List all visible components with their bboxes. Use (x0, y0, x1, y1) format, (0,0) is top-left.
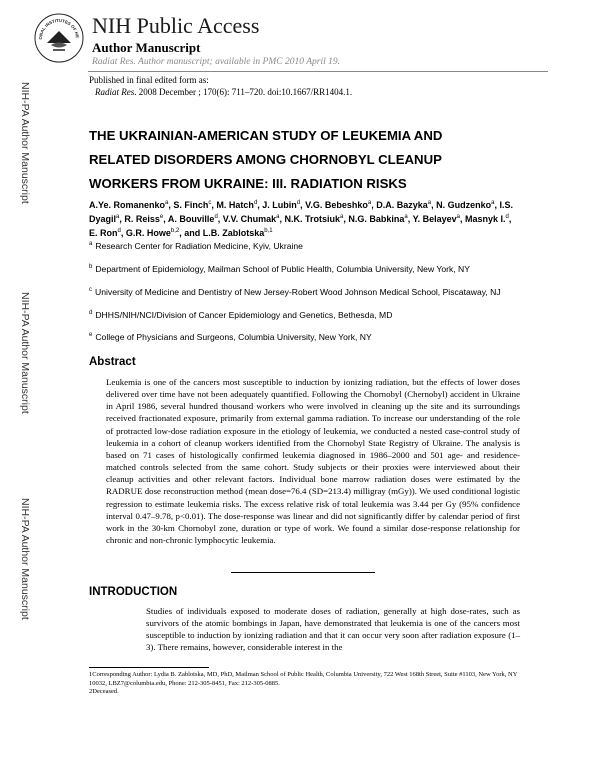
author-affiliation-mark: a (116, 214, 120, 220)
author-affiliation-mark: d (505, 214, 509, 220)
author-name: M. Hatch (216, 200, 254, 210)
author-name: R. Reiss (124, 214, 160, 224)
affiliation-text: Department of Epidemiology, Mailman School of Public Health, Columbia University, New York, NY (95, 263, 470, 274)
author-separator: , (300, 200, 306, 210)
author-affiliation-mark: d (253, 200, 258, 206)
author-name: S. Finch (173, 200, 209, 210)
author-affiliation-mark: d (117, 228, 121, 234)
author-separator: , (407, 214, 413, 224)
author-separator: , (371, 200, 377, 210)
author-affiliation-mark: a (491, 200, 495, 206)
citation-line (95, 87, 352, 97)
author-separator: , (120, 228, 126, 238)
title-line: WORKERS FROM UKRAINE: III. RADIATION RISKS (89, 176, 407, 191)
author-affiliation-mark: e (159, 214, 164, 220)
author-separator: , (119, 214, 125, 224)
affiliation-item (89, 261, 517, 275)
nih-logo (33, 12, 85, 64)
author-name: I.S. Dyagil (89, 200, 513, 224)
author-separator: , (460, 214, 466, 224)
footnote-divider (89, 667, 209, 668)
author-affiliation-mark: a (404, 214, 408, 220)
author-separator: , (494, 200, 500, 210)
author-separator: , (279, 214, 285, 224)
affiliation-list (89, 238, 517, 352)
author-name: L.B. Zablotska (202, 228, 265, 238)
author-name: V.V. Chumak (222, 214, 277, 224)
availability-note (92, 57, 340, 67)
affiliation-item (89, 329, 517, 343)
availability-journal: Radiat Res. (92, 57, 136, 67)
abstract-heading: Abstract (89, 356, 136, 368)
citation-journal: Radiat Res (95, 87, 135, 97)
author-affiliation-mark: a (276, 214, 280, 220)
author-affiliation-mark: c (208, 200, 212, 206)
side-label: NIH-PA Author Manuscript (19, 292, 31, 414)
footnote-deceased: 2Deceased. (89, 688, 119, 695)
abstract-text: Leukemia is one of the cancers most susceptible to induction by ionizing radiation, but the effects of lower doses delivered over time have not been adequately quantified. Following the Chornobyl (Chernobyl) accident in Ukraine in April 1986, several hundred thousand workers who were involved in cleaning up the site and its surroundings received fractionated exposure, primarily from external gamma radiation. To increase our understanding of the role of protracted low-dose radiation exposure in the etiology of leukemia, we conducted a nested case-control study of leukemia in a cohort of cleanup workers identified from the Chornobyl State Registry of Ukraine. The analysis is based on 71 cases of histologically confirmed leukemia diagnosed in 1986–2000 and 501 age- and residence-matched controls selected from the same cohort. Study subjects or their proxies were interviewed about their cleanup activities and other relevant factors. Individual bone marrow radiation doses were estimated by the RADRUE dose reconstruction method (mean dose=76.4 (SD=213.4) milligray (mGy)). We used conditional logistic regression to estimate leukemia risks. The excess relative risk of total leukemia was 3.44 per Gy (95% confidence interval 0.47–9.78, p<0.01). The dose-response was linear and did not significantly differ by calendar period of first work in the 30-km Chornobyl zone, duration or type of work. We found a similar dose-response relationship for chronic and non-chronic lymphocytic leukemia. (106, 377, 520, 546)
author-name: N.G. Babkina (348, 214, 405, 224)
author-affiliation-mark: d (214, 214, 218, 220)
author-name: A. Bouville (167, 214, 215, 224)
author-name: N. Gudzenko (436, 200, 492, 210)
affiliation-text: DHHS/NIH/NCI/Division of Cancer Epidemiology and Genetics, Bethesda, MD (95, 309, 393, 320)
author-separator: , (217, 214, 223, 224)
affiliation-item (89, 307, 517, 321)
author-affiliation-mark: a (367, 200, 372, 206)
author-affiliation-mark: b,2 (170, 228, 180, 234)
author-name: A.Ye. Romanenko (89, 200, 166, 210)
author-name: J. Lubin (262, 200, 297, 210)
introduction-heading: INTRODUCTION (89, 586, 178, 598)
logo-text: ONAL INSTITUTES OF HE (37, 17, 81, 40)
affiliation-key: a (89, 241, 93, 247)
author-name: E. Ron (89, 228, 118, 238)
author-separator: , (431, 200, 437, 210)
affiliation-item (89, 238, 517, 252)
footnotes (89, 671, 529, 697)
side-label: NIH-PA Author Manuscript (19, 82, 31, 204)
affiliation-text: University of Medicine and Dentistry of New Jersey-Robert Wood Johnson Medical School, Piscataway, NJ (95, 286, 501, 297)
introduction-text: Studies of individuals exposed to moderate doses of radiation, generally at high dose-rates, such as survivors of the atomic bombings in Japan, have demonstrated that leukemia is one of the cancers most susceptible to induction by ionizing radiation and that it can occur very soon after radiation exposure (1–3). There remains, however, considerable interest in the (146, 606, 520, 653)
author-list (89, 198, 521, 240)
author-affiliation-mark: a (340, 214, 344, 220)
footnote-corresponding: 1Corresponding Author: Lydia B. Zablotska, MD, PhD, Mailman School of Public Health, Columbia University, 722 West 168th Street, Suite #1103, New York, NY 10032, LBZ7@columbia.edu, Phone: 212-305-8451, Fax: 212-305-0885. (89, 671, 518, 687)
author-name: V.G. Bebeshko (305, 200, 368, 210)
article-title (89, 124, 529, 196)
title-line: THE UKRAINIAN-AMERICAN STUDY OF LEUKEMIA AND (89, 128, 443, 143)
author-affiliation-mark: a (427, 200, 432, 206)
affiliation-text: College of Physicians and Surgeons, Columbia University, New York, NY (95, 332, 372, 343)
author-name: D.A. Bazyka (376, 200, 428, 210)
affiliation-item (89, 284, 517, 298)
header-title: NIH Public Access (92, 13, 260, 38)
affiliation-key: e (89, 332, 93, 339)
affiliation-text: Research Center for Radiation Medicine, Kyiv, Ukraine (95, 240, 303, 251)
side-label: NIH-PA Author Manuscript (19, 498, 31, 620)
header-subtitle: Author Manuscript (92, 40, 201, 55)
author-affiliation-mark: a (165, 200, 169, 206)
citation-details: . 2008 December ; 170(6): 711–720. doi:10.1667/RR1404.1. (134, 87, 353, 97)
author-separator: , (168, 200, 174, 210)
author-separator: , (163, 214, 168, 224)
author-separator: , (343, 214, 349, 224)
author-separator: , (508, 214, 512, 224)
title-line: RELATED DISORDERS AMONG CHORNOBYL CLEANUP (89, 152, 442, 167)
author-affiliation-mark: b,1 (264, 228, 273, 234)
header-divider (88, 71, 548, 72)
availability-text: Author manuscript; available in PMC 2010 April 19. (135, 57, 340, 67)
affiliation-key: b (89, 263, 93, 270)
author-separator: , (211, 200, 217, 210)
abstract-divider (231, 572, 375, 573)
author-name: N.K. Trotsiuk (284, 214, 341, 224)
affiliation-key: d (89, 309, 93, 316)
author-affiliation-mark: a (456, 214, 460, 220)
author-name: Y. Belayev (412, 214, 457, 224)
author-separator: , (257, 200, 263, 210)
author-affiliation-mark: d (296, 200, 301, 206)
published-line: Published in final edited form as: (89, 75, 209, 85)
affiliation-key: c (89, 286, 92, 293)
author-separator: , and (179, 228, 203, 238)
author-name: G.R. Howe (125, 228, 171, 238)
author-name: Masnyk I. (465, 214, 506, 224)
